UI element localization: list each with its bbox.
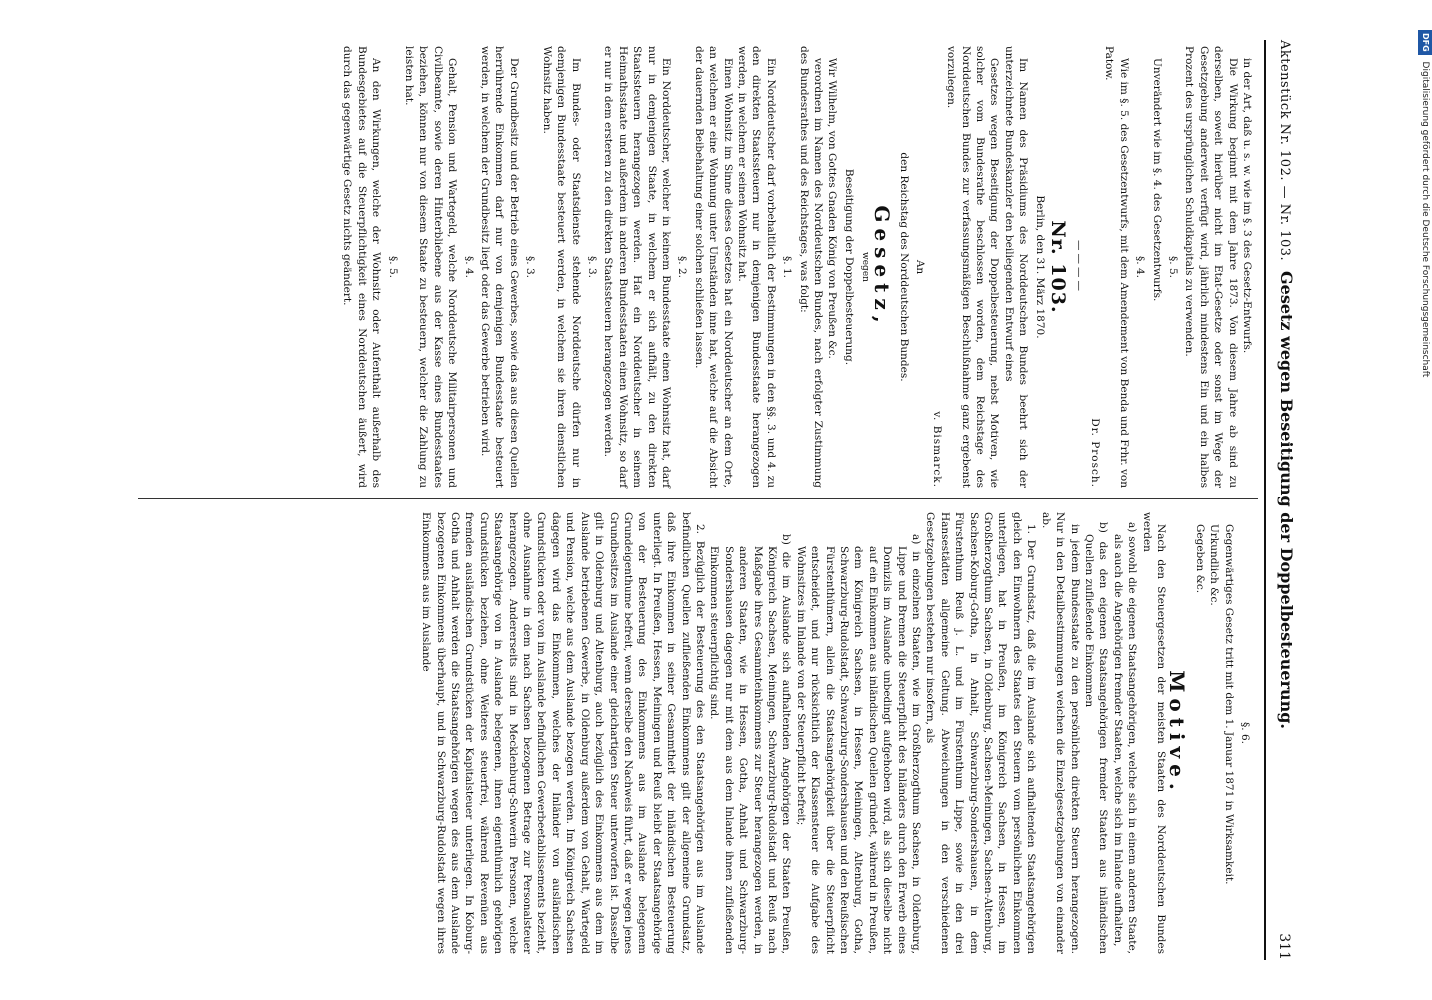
closing-formula: Gegeben &c. xyxy=(1193,524,1206,594)
header-left: Aktenstück Nr. 102. — Nr. 103. xyxy=(1277,40,1292,262)
list-item: b) das den eigenen Staatsangehörigen fremder Staaten aus inländischen Quellen zufließende Einkommen xyxy=(1082,522,1110,954)
addressee-prefix: An xyxy=(914,259,927,275)
law-title-connector: wegen xyxy=(860,252,871,282)
section-heading: §. 1. xyxy=(781,256,794,278)
section-heading: §. 5. xyxy=(386,256,399,278)
digitization-credit xyxy=(1418,30,1432,980)
motive-title: Motive. xyxy=(1165,670,1190,796)
paragraph: An den Wirkungen, welche der Wohnsitz oder Aufenthalt außerhalb des Bundesgebietes auf die Steuerpflichtigkeit eines Norddeutschen äußert, wird durch das gegenwärtige Gesetz nichts geändert. xyxy=(341,46,383,488)
law-title: Gesetz, xyxy=(869,205,894,329)
paragraph: Im Namen des Präsidiums des Norddeutschen Bundes beehrt sich der unterzeichnete Bundeskanzler den beiliegenden Entwurf eines xyxy=(1002,46,1030,488)
paragraph: Wir Wilhelm, von Gottes Gnaden König von Preußen &c. xyxy=(826,58,839,359)
section-heading: §. 3. xyxy=(585,256,598,278)
header-title: Gesetz wegen Beseitigung der Doppelbesteuerung. xyxy=(1277,270,1296,729)
header-rule xyxy=(1264,40,1266,960)
addressee: den Reichstag des Norddeutschen Bundes. xyxy=(898,152,911,382)
paragraph: Die Wirkung beginnt mit dem Jahre 1873. Von diesem Jahre ab sind zu derselben, soweit hierüber nicht im Etat-Gesetze oder sonst im Wege der Gesetzgebung anderweit verfügt wird, jährlich mindestens Ein und ein halbes Prozent des ursprünglichen Schuldkapitals zu verwenden. xyxy=(1183,46,1239,488)
paragraph: Gesetzes wegen Beseitigung der Doppelbesteuerung, nebst Motiven, wie solcher vom Bundesrathe beschlossen worden, dem Reichstage des Norddeutschen Bundes zur verfassungsmäßigen Beschlußnahme ganz ergebenst vorzulegen. xyxy=(945,46,1001,488)
section-heading: §. 3. xyxy=(524,256,537,278)
section-heading: §. 2. xyxy=(676,256,689,278)
paragraph: Im Bundes- oder Staatsdienste stehende Norddeutsche dürfen nur in demjenigen Bundesstaate besteuert werden, in welchem sie ihren dienstlichen Wohnsitz haben. xyxy=(540,46,582,488)
list-item: a) in einzelnen Staaten, wie im Großherzogthum Sachsen, in Oldenburg, Lippe und Bremen die Steuerpflicht des Inländers durch den Erwerb eines Domizils im Auslande unbedingt aufgehoben wird, als sich dieselbe nicht auf ein Einkommen aus inländischen Quellen gründet, während in Preußen, dem Königreich Sachsen, in Hessen, Meiningen, Altenburg, Gotha, Schwarzburg-Rudolstadt, Schwarzburg-Sondershausen und den Reußischen Fürstenthümern, allein die Staatsangehörigkeit über die Steuerpflicht entscheidet, und nur rücksichtlich der Klassensteuer die Aufgabe des Wohnsitzes im Inlande von der Steuerpflicht befreit; xyxy=(794,534,923,954)
paragraph: Gehalt, Pension und Wartegeld, welche Norddeutsche Militairpersonen und Civilbeamte, sowie deren Hinterbliebene aus der Kasse eines Bundesstaates beziehen, können nur von diesem Staate zu besteuern, welcher die Zahlung zu leisten hat. xyxy=(403,46,459,488)
list-item: b) die im Auslande sich aufhaltenden Angehörigen der Staaten Preußen, Königreich Sachsen, Meiningen, Schwarzburg-Rudolstadt und Reuß nach Maßgabe ihres Gesammteinkommens zur Steuer herangezogen werden, in anderen Staaten, wie in Hessen, Gotha, Anhalt und Schwarzburg-Sondershausen dagegen nur mit dem aus dem Inlande ihnen zufließenden Einkommen steuerpflichtig sind. xyxy=(708,534,793,954)
paragraph: Ein Norddeutscher, welcher in keinem Bundesstaate einen Wohnsitz hat, darf nur in demjenigen Staate, in welchem er sich aufhält, zu den direkten Staatssteuern herangezogen werden. Hat ein Norddeutscher in seinem Heimathsstaate und außerdem in anderen Bundesstaaten einen Wohnsitz, so darf er nur in dem ersteren zu den direkten Staatssteuern herangezogen werden. xyxy=(602,46,672,488)
document-number: Nr. 103. xyxy=(1047,220,1070,314)
column-divider xyxy=(138,498,1258,499)
dateline: Berlin, den 31. März 1870. xyxy=(1033,195,1046,339)
paragraph: in der Art, daß u. s. w. wie im §. 3 des Gesetz-Entwurfs. xyxy=(1241,58,1253,354)
paragraph: 2. Bezüglich der Besteuerung des den Staatsangehörigen aus im Auslande befindlichen Quellen zufließenden Einkommens gilt der allgemeine Grundsatz, daß ihre Einkommen in seiner Gesammtheit der inländischen Besteuerung unterliegt. In Preußen, Hessen, Meiningen und Reuß bleibt der Staatsangehörige von der Besteuerung des Einkommens aus im Auslande belegenem Grundeigenthume befreit, wenn derselbe den Nachweis führt, daß er wegen jenes Grundbesitzes im Auslande einer gleichartigen Steuer unterworfen ist. Dasselbe gilt in Oldenburg und Altenburg, auch bezüglich des Einkommens aus dem im Auslande betriebenen Gewerbe, in Oldenburg außerdem von Gehalt, Wartegeld und Pension, welche aus dem Auslande bezogen werden. Im Königreich Sachsen dagegen wird das Einkommen, welches der Inländer von ausländischen Grundstücken oder von im Auslande befindlichen Gewerbeetablissements bezieht, ohne Ausnahme in dem nach Sachsen bezogenen Betrage zur Personalsteuer herangezogen. Andererseits sind in Mecklenburg-Schwerin Personen, welche Staatsangehörige von in Auslande belegenen, ihnen eigenthümlich gehörigen Grundstücken beziehen, ohne Weiteres steuerfrei, während Revenüen aus fremden ausländischen Grundstücken der Kapitalsteuer unterliegen. In Koburg-Gotha und Anhalt werden die Staatsangehörigen wegen des aus dem Auslande bezogenen Einkommens überhaupt, und in Schwarzburg-Rudolstadt wegen ihres Einkommens aus im Auslande xyxy=(420,512,706,954)
law-subtitle: Beseitigung der Doppelbesteuerung. xyxy=(842,168,855,366)
paragraph: verordnen im Namen des Norddeutschen Bundes, nach erfolgter Zustimmung des Bundesrathes und des Reichstages, was folgt: xyxy=(797,46,825,488)
credit-text: Digitalisierung gefördert durch die Deutsche Forschungsgemeinschaft xyxy=(1420,61,1430,378)
section-heading: §. 6. xyxy=(1239,722,1251,744)
running-head xyxy=(1268,40,1296,960)
paragraph: in jedem Bundesstaate zu den persönlichen direkten Steuern herangezogen. Nur in den Detailbestimmungen weichen die Einzelgesetzgebungen von einander ab. xyxy=(1039,512,1081,954)
signature: Dr. Prosch. xyxy=(1088,418,1101,488)
paragraph: Unverändert wie im §. 4. des Gesetzentwurfs. xyxy=(1150,58,1163,302)
list-item: a) sowohl die eigenen Staatsangehörigen, welche sich in einem anderen Staate, als auch die Angehörigen fremder Staaten, welche sich im Inlande aufhalten, xyxy=(1111,522,1139,954)
paragraph: Nach den Steuergesetzen der meisten Staaten des Norddeutschen Bundes werden xyxy=(1140,512,1167,954)
right-column xyxy=(419,512,1254,954)
paragraph: Wie im §. 5. des Gesetzentwurfs, mit dem Amendement von Benda und Frhr. von Patow. xyxy=(1103,46,1130,488)
dfg-logo: DFG xyxy=(1418,30,1432,55)
paragraph: 1. Der Grundsatz, daß die im Auslande sich aufhaltenden Staatsangehörigen gleich den Einwohnern des Staates den Steuern vom persönlichen Einkommen unterliegen, hat in Preußen, im Königreich Sachsen, in Hessen, im Großherzogthum Sachsen, in Oldenburg, Sachsen-Meiningen, Sachsen-Altenburg, Sachsen-Koburg-Gotha, in Anhalt, Schwarzburg-Sondershausen, in dem Fürstenthum Reuß j. L. und im Fürstenthum Lippe, sowie in den drei Hansestädten allgemeine Geltung. Abweichungen in den verschiedenen Gesetzgebungen bestehen nur insofern, als xyxy=(924,512,1038,954)
closing-formula: Urkundlich &c. xyxy=(1208,524,1221,606)
section-heading: §. 5. xyxy=(1166,256,1179,278)
paragraph: Ein Norddeutscher darf vorbehaltlich der Bestimmungen in den §§. 3. und 4. zu den direkten Staatssteuern nur in demjenigen Bundesstaate herangezogen werden, in welchem er seinen Wohnsitz hat. xyxy=(736,46,777,488)
paragraph: Einen Wohnsitz im Sinne dieses Gesetzes hat ein Norddeutscher an dem Orte, an welchem er eine Wohnung unter Umständen inne hat, welche auf die Absicht der dauernden Beibehaltung einer solchen schließen lassen. xyxy=(692,46,734,488)
page-number: 311 xyxy=(1276,933,1292,960)
signer: v. Bismarck. xyxy=(930,411,943,488)
paragraph: Gegenwärtiges Gesetz tritt mit dem 1. Januar 1871 in Wirksamkeit. xyxy=(1222,524,1235,885)
left-column xyxy=(340,46,1254,488)
section-heading: §. 4. xyxy=(462,256,475,278)
paragraph: Der Grundbesitz und der Betrieb eines Gewerbes, sowie das aus diesen Quellen herrührende Einkommen darf nur von demjenigen Bundesstaate besteuert werden, in welchem der Grundbesitz liegt oder das Gewerbe betrieben wird. xyxy=(479,46,520,488)
separator: ———— xyxy=(1072,240,1085,294)
section-heading: §. 4. xyxy=(1134,256,1147,278)
